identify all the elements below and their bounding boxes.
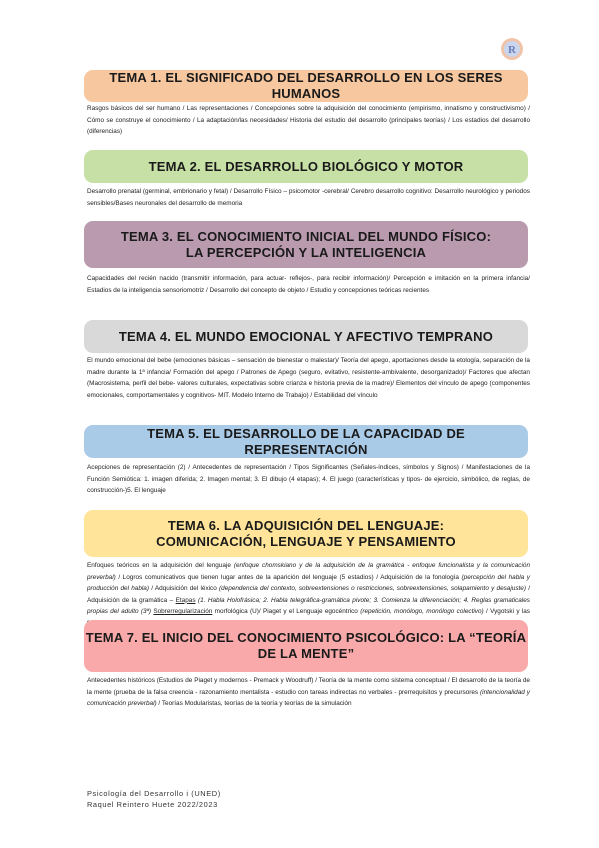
tema-3-description: Capacidades del recién nacido (transmitir información, para actuar- reflejos-, para recibir información)/ Percepción e imitación en la primera infancia/ Estadios de la inteligencia sensoriomotriz / Desarrollo del concepto de objeto / Estudio y concepciones teóricas recientes [87, 275, 530, 294]
tema-1-description: Rasgos básicos del ser humano / Las representaciones / Concepciones sobre la adquisición del conocimiento (empirismo, innatismo y constructivismo) / Cómo se construye el conocimiento / La adaptación/las necesidades/ Historia del estudio del desarrollo (principales teorías) / Los estadios del desarrollo (diferencias) [87, 105, 530, 136]
tema-title-line: TEMA 3. EL CONOCIMIENTO INICIAL DEL MUNDO FÍSICO: [120, 228, 492, 244]
tema-2-description: Desarrollo prenatal (germinal, embrionario y fetal) / Desarrollo Físico – psicomotor -cerebral/ Cerebro desarrollo cognitivo: Desarrollo neurológico y periodos sensibles/Bases neuronales del desarrollo de memoria [87, 188, 530, 207]
tema-title-line: TEMA 4. EL MUNDO EMOCIONAL Y AFECTIVO TEMPRANO [118, 328, 494, 344]
tema-title-line: TEMA 6. LA ADQUISICIÓN DEL LENGUAJE: [167, 517, 445, 533]
tema-title-line: DE LA MENTE” [257, 646, 355, 661]
tema-title-line: TEMA 2. EL DESARROLLO BIOLÓGICO Y MOTOR [148, 158, 464, 174]
tema-title-line: LA PERCEPCIÓN Y LA INTELIGENCIA [185, 244, 427, 260]
rr-logo-icon [500, 37, 524, 61]
tema-5-banner [84, 425, 528, 458]
tema-3-banner [84, 221, 528, 268]
footer-author-year: Raquel Reintero Huete 2022/2023 [87, 800, 218, 809]
tema-1-banner [84, 70, 528, 102]
tema-5-description: Acepciones de representación (2) / Antecedentes de representación / Tipos Significantes (Señales-índices, símbolos y Signos) / Manifestaciones de la Función Semiótica: 1. imagen diferida; 2. Imagen mental; 3. El dibujo (4 etapas); 4. El juego (características y tipos- de ejercicio, simbólico, de reglas, de construcción-)5. El lenguaje [87, 464, 530, 495]
tema-4-banner [84, 320, 528, 353]
tema-title-line: COMUNICACIÓN, LENGUAJE Y PENSAMIENTO [156, 533, 456, 549]
tema-title-line: TEMA 7. EL INICIO DEL CONOCIMIENTO PSICOLÓGICO: LA “TEORÍA [85, 630, 527, 645]
footer [87, 788, 221, 810]
tema-title-line: TEMA 5. EL DESARROLLO DE LA CAPACIDAD DE REPRESENTACIÓN [147, 425, 465, 457]
tema-7-banner [84, 620, 528, 672]
tema-7-description: Antecedentes históricos (Estudios de Piaget y modernos - Premack y Woodruff) / Teoría de la mente como sistema conceptual / El desarrollo de la teoría de la mente (prueba de la falsa creencia - razonamiento mentalista - estudio con tareas indirectas no verbales - prerrequisitos y precursores (intencionalidad y comunicación preverbal) / Teorías Modularistas, teorías de la teoría y teorías de la simulación [87, 677, 530, 708]
tema-6-banner [84, 510, 528, 557]
tema-title-line: TEMA 1. EL SIGNIFICADO DEL DESARROLLO EN LOS SERES HUMANOS [109, 70, 503, 101]
tema-2-banner [84, 150, 528, 183]
tema-4-description: El mundo emocional del bebe (emociones básicas – sensación de bienestar o malestar)/ Teoría del apego, aportaciones desde la etología, separación de la madre durante la 1ª infancia/ Formación del apego / Patrones de Apego (seguro, evitativo, resistente-ambivalente, desorganizado)/ Factores que afectan (Macrosistema, perfil del bebe- valores culturales, expectativas sobre crianza e historia previa de la madre)/ Elementos del vínculo de apego (componentes emocionales, comportamentales y cognitivos- MIT. Modelo Interno de Trabajo) / Estabilidad del vínculo [87, 357, 530, 399]
tema-6-description: Enfoques teóricos en la adquisición del lenguaje (enfoque chomskiano y de la adquisición de la gramática - enfoque funcionalista y la comunicación preverbal) / Logros comunicativos que tienen lugar antes de la aparición del lenguaje (5 estadios) / Adquisición de la fonología (percepción del habla y producción del habla) / Adquisición del léxico (dependencia del contexto, sobreextensiones o restricciones, sobreextensiones, solapamiento y desajuste) / Adquisición de la gramática – Etapas (1. Habla Holofrásica; 2. Habla telegráfica-gramática pivote; 3. Comienza la diferenciación; 4. Reglas gramaticales propias del adulto (3ª) Sobrerregularización morfológica (U)/ Piaget y el Lenguaje egocéntrico (repetición, monólogo, monólogo colectivo) / Vygotski y las [87, 562, 531, 616]
footer-course: Psicología del Desarrollo i (UNED) [87, 789, 221, 798]
svg-text:R: R [508, 44, 516, 56]
